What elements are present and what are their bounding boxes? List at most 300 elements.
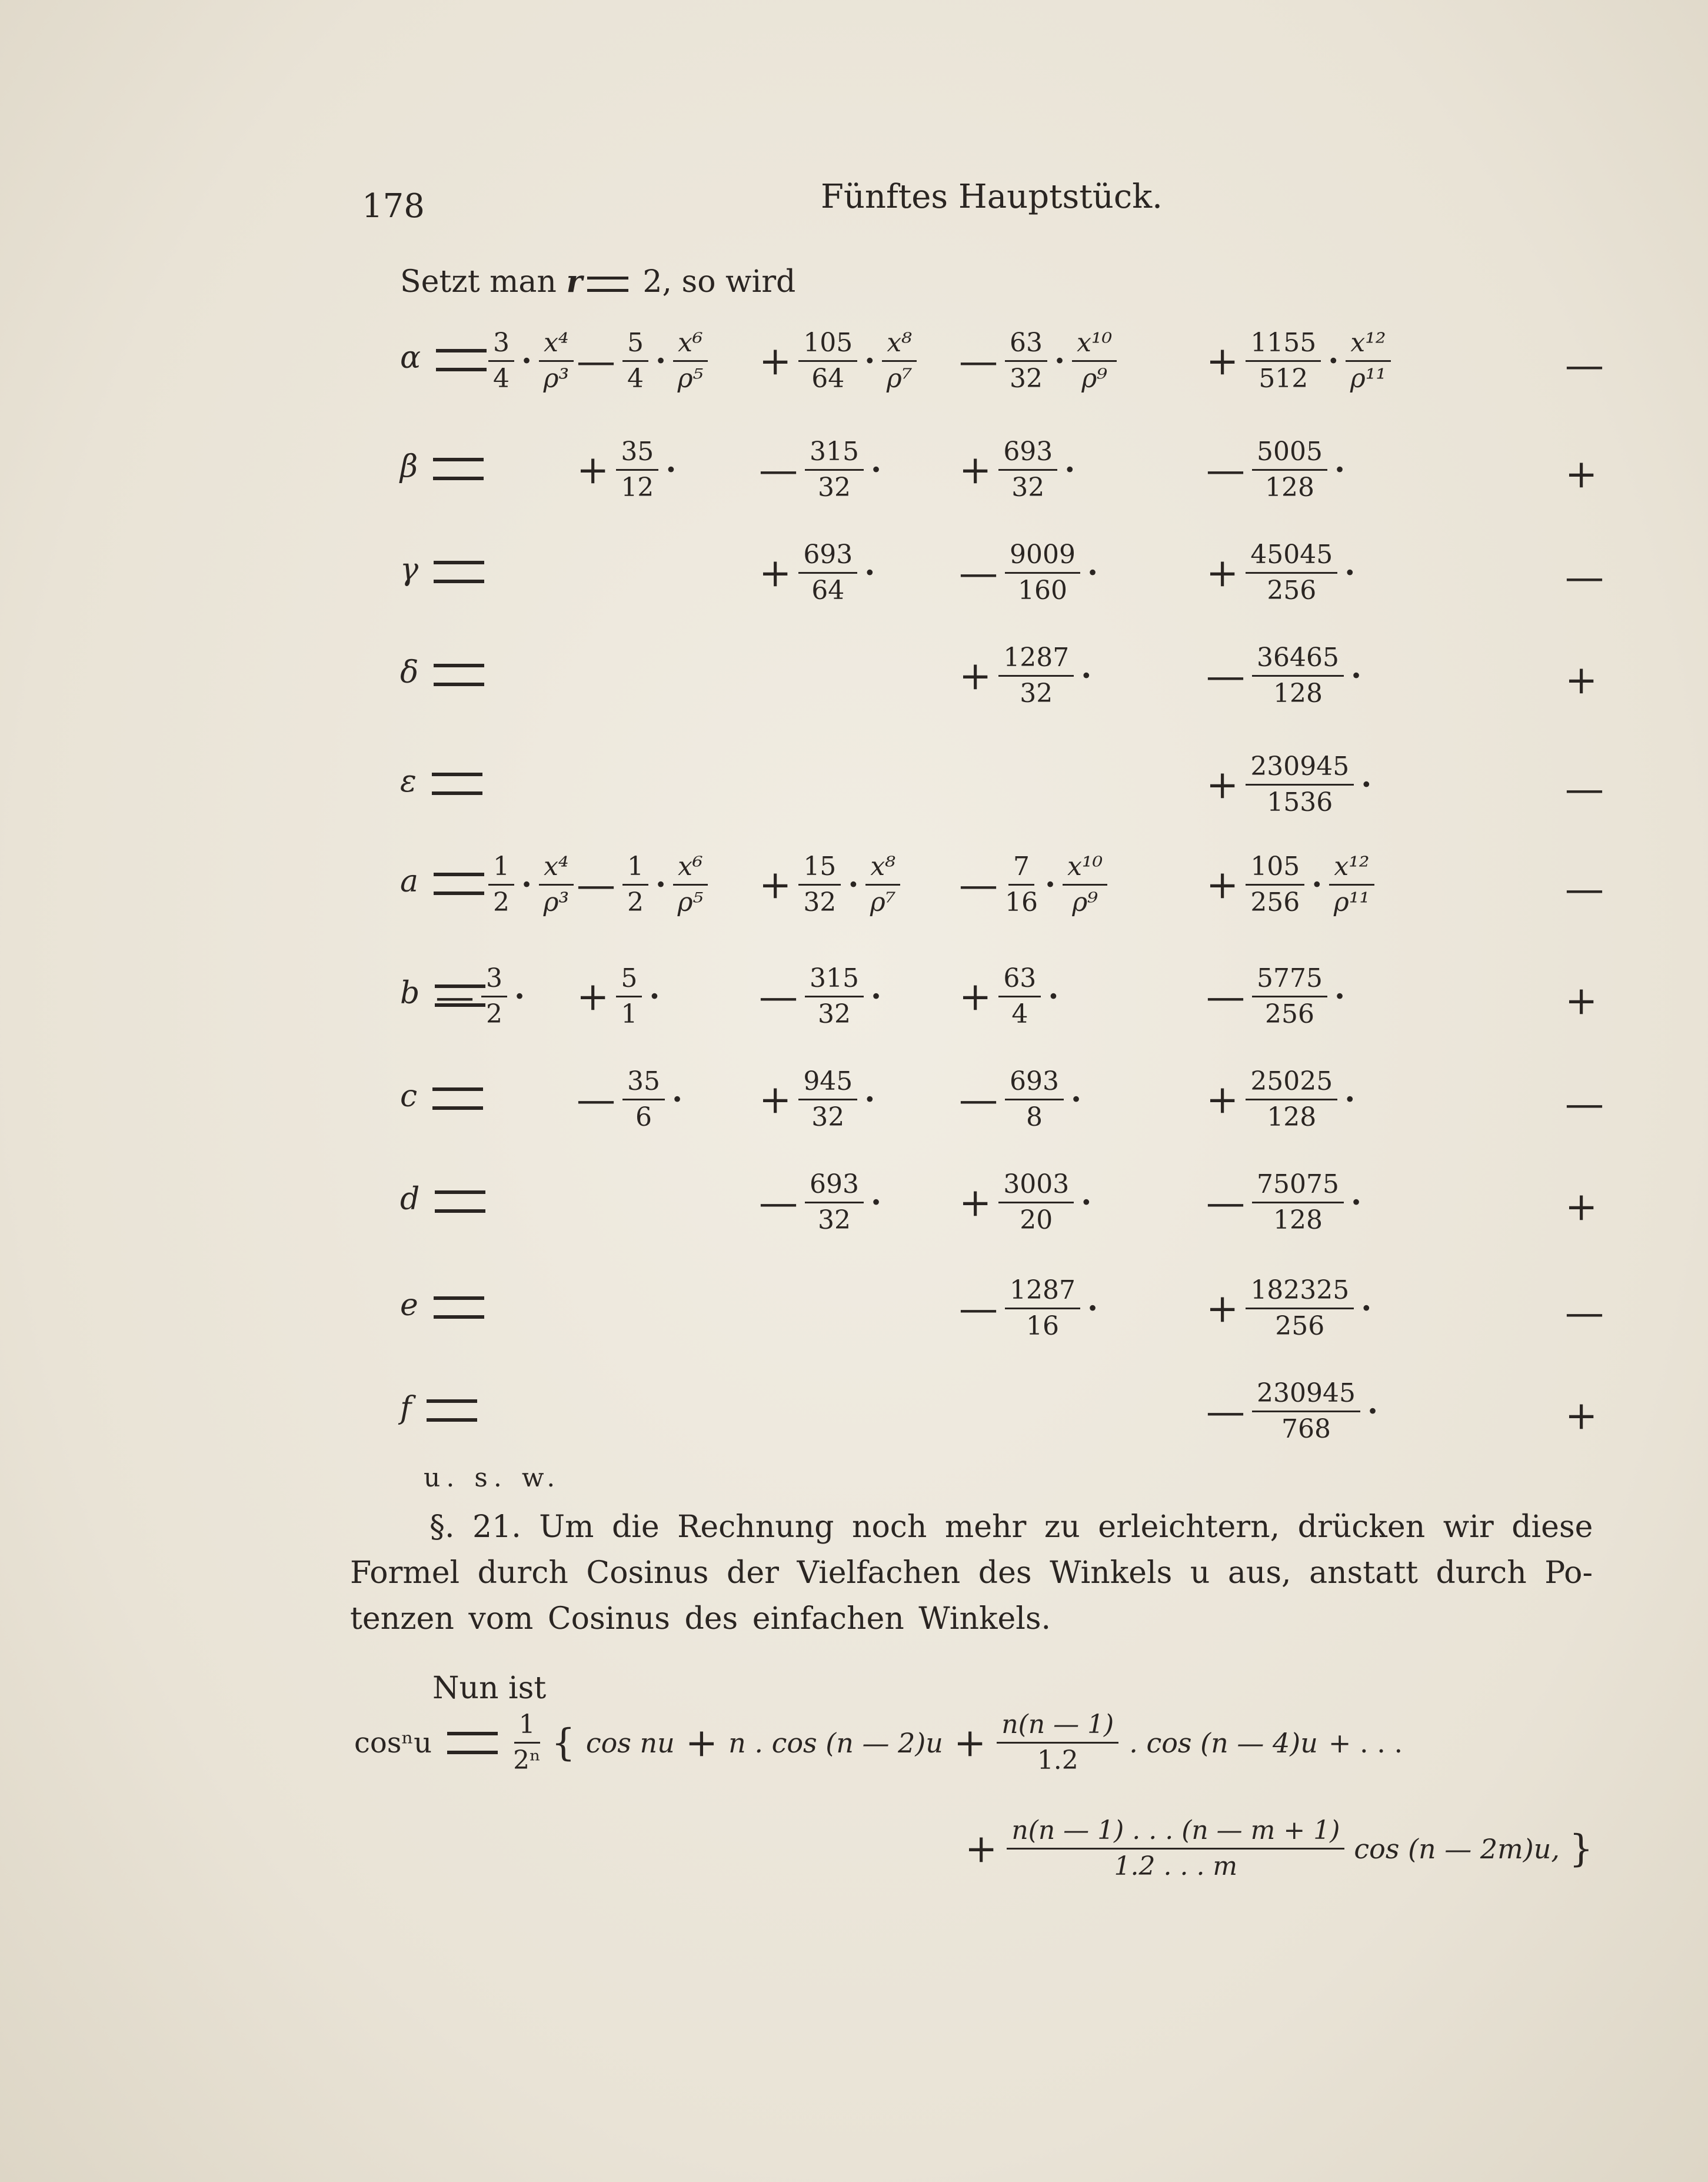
cos-formula-line-1 <box>354 1711 1403 1774</box>
multiply-dot: · <box>1344 1082 1356 1118</box>
numerator: 1 <box>622 853 648 886</box>
formula-general-cos: cos (n — 2m)u, <box>1354 1832 1560 1865</box>
denominator: 32 <box>817 473 851 503</box>
power-fraction <box>673 330 707 393</box>
equation-term <box>435 965 525 1028</box>
numerator: 63 <box>998 965 1041 997</box>
equation-variable: δ <box>400 655 419 690</box>
minus-sign: — <box>577 862 615 907</box>
plus-sign: + <box>1206 550 1239 596</box>
equals-sign <box>434 664 484 686</box>
power-denominator: ρ⁷ <box>886 364 913 394</box>
coefficient-fraction <box>798 330 857 393</box>
coefficient-fraction <box>1246 753 1354 816</box>
intro-suffix: 2, so wird <box>632 264 796 300</box>
equation-lhs <box>400 552 484 587</box>
coefficient-fraction <box>1246 330 1321 393</box>
plus-sign: + <box>759 1076 792 1122</box>
formula-term-3-fraction: $\frac{n(n — 1)}{1.2}$ <box>997 1711 1118 1774</box>
coefficient-fraction <box>998 438 1057 501</box>
coefficient-fraction <box>998 965 1041 1028</box>
multiply-dot: · <box>1350 658 1362 694</box>
denominator: 32 <box>1020 678 1053 709</box>
equation-variable: α <box>400 340 421 375</box>
intro-prefix: Setzt man <box>400 264 567 300</box>
equation-variable: b <box>400 976 420 1011</box>
trailing-minus: — <box>1565 342 1604 388</box>
coefficient-fraction <box>798 541 857 604</box>
multiply-dot: · <box>672 1082 683 1118</box>
minus-sign: — <box>959 1076 998 1122</box>
minus-sign: — <box>577 1076 615 1122</box>
numerator: 1155 <box>1246 330 1321 362</box>
denominator: 32 <box>1011 473 1045 503</box>
denominator: 128 <box>1273 678 1323 709</box>
power-fraction <box>1329 853 1374 916</box>
numerator: 693 <box>798 541 857 574</box>
numerator: 182325 <box>1246 1277 1354 1309</box>
trailing-minus: — <box>1565 1290 1604 1335</box>
power-fraction <box>882 330 916 393</box>
trailing-minus: — <box>1565 766 1604 811</box>
equals-sign <box>434 873 484 895</box>
coefficient-fraction <box>616 438 658 501</box>
denominator: 2 <box>627 887 644 918</box>
plus-sign: + <box>1206 1076 1239 1122</box>
coefficient-fraction <box>616 965 642 1028</box>
coefficient-fraction <box>805 965 864 1028</box>
plus-sign: + <box>1206 338 1239 384</box>
denominator: 128 <box>1265 473 1314 503</box>
minus-sign: — <box>759 447 798 493</box>
equation-term <box>959 438 1075 501</box>
trailing-minus: — <box>1565 554 1604 600</box>
equation-variable: d <box>400 1182 420 1217</box>
plus-sign: + <box>759 550 792 596</box>
equation-term <box>577 965 660 1028</box>
equation-term <box>577 330 708 393</box>
equation-term <box>577 853 708 916</box>
denominator: 4 <box>1011 999 1028 1030</box>
denominator: 128 <box>1273 1205 1323 1236</box>
power-fraction <box>1346 330 1390 393</box>
plus-sign: + <box>965 1825 998 1871</box>
numerator: 693 <box>805 1171 864 1203</box>
plus-sign: + <box>959 973 992 1019</box>
power-numerator: x⁸ <box>865 853 900 886</box>
multiply-dot: · <box>1064 452 1076 488</box>
multiply-dot: · <box>1344 555 1356 591</box>
denominator: 20 <box>1020 1205 1053 1236</box>
minus-sign: — <box>1206 1179 1245 1225</box>
trailing-plus: + <box>1565 451 1598 497</box>
plus-sign: + <box>959 653 992 698</box>
equals-sign <box>432 1087 483 1110</box>
coefficient-fraction <box>1246 853 1304 916</box>
multiply-dot: · <box>864 555 875 591</box>
equation-lhs <box>400 1079 483 1114</box>
numerator: 230945 <box>1246 753 1354 786</box>
numerator: 5775 <box>1252 965 1327 997</box>
equation-term <box>1206 330 1391 393</box>
formula-term-1: cos nu <box>585 1727 675 1759</box>
coefficient-fraction <box>488 330 514 393</box>
denominator: 256 <box>1250 887 1300 918</box>
coefficient-fraction <box>1246 1068 1337 1131</box>
equation-term <box>959 1068 1081 1131</box>
power-numerator: x⁶ <box>673 853 707 886</box>
coefficient-fraction <box>1005 1068 1064 1131</box>
denominator: 4 <box>493 364 510 394</box>
power-fraction <box>1063 853 1107 916</box>
coefficient-fraction <box>1252 1380 1360 1443</box>
para-line-4: Nun ist <box>432 1671 547 1706</box>
formula-tail: + . . . <box>1328 1727 1403 1759</box>
power-denominator: ρ¹¹ <box>1350 364 1387 394</box>
numerator: 63 <box>1005 330 1047 362</box>
trailing-minus: — <box>1565 1081 1604 1126</box>
denominator: 2 <box>493 887 510 918</box>
minus-sign: — <box>959 550 998 596</box>
numerator: 15 <box>798 853 841 886</box>
coefficient-fraction <box>1252 644 1344 707</box>
minus-sign: — <box>577 338 615 384</box>
plus-sign: + <box>759 338 792 384</box>
power-numerator: x¹² <box>1346 330 1390 362</box>
cos-formula-line-2 <box>965 1817 1593 1880</box>
denominator: 256 <box>1265 999 1314 1030</box>
equation-lhs <box>400 449 484 484</box>
denominator: 1 <box>621 999 638 1030</box>
denominator: 2 <box>486 999 502 1030</box>
denominator: 6 <box>635 1102 652 1133</box>
denominator: 32 <box>811 1102 845 1133</box>
equation-variable: ε <box>400 764 417 799</box>
equation-variable: e <box>400 1288 418 1323</box>
numerator: 5 <box>616 965 642 997</box>
power-denominator: ρ¹¹ <box>1333 887 1370 918</box>
multiply-dot: · <box>521 343 532 380</box>
coefficient-fraction <box>481 965 507 1028</box>
denominator: 256 <box>1275 1311 1325 1342</box>
plus-sign: + <box>577 973 610 1019</box>
numerator: 5 <box>622 330 648 362</box>
multiply-dot: · <box>1070 1082 1082 1118</box>
multiply-dot: · <box>514 979 525 1015</box>
equation-variable: γ <box>400 552 419 587</box>
equals-sign <box>427 1399 477 1422</box>
equation-term <box>1206 644 1361 707</box>
formula-term-2: n . cos (n — 2)u <box>728 1727 943 1759</box>
brace-open: { <box>551 1721 575 1765</box>
formula-coefficient: $\frac{1}{\text{2ⁿ}}$ <box>513 1709 541 1776</box>
denominator: 8 <box>1026 1102 1043 1133</box>
equals-sign <box>434 561 484 583</box>
equation-term <box>759 541 875 604</box>
power-denominator: ρ⁹ <box>1072 887 1098 918</box>
plus-sign: + <box>759 862 792 907</box>
numerator: 9009 <box>1005 541 1080 574</box>
multiply-dot: · <box>1328 343 1339 380</box>
multiply-dot: · <box>848 867 859 903</box>
multiply-dot: · <box>1367 1393 1379 1430</box>
intro-line <box>400 264 795 300</box>
minus-sign: — <box>1206 653 1245 698</box>
equation-term <box>959 1171 1091 1234</box>
equation-term <box>959 330 1117 393</box>
equation-term <box>1206 1277 1371 1340</box>
page-number: 178 <box>362 187 425 225</box>
multiply-dot: · <box>870 979 882 1015</box>
equation-term <box>1206 1380 1378 1443</box>
equation-term <box>959 965 1058 1028</box>
equation-term <box>959 853 1107 916</box>
denominator: 64 <box>811 364 845 394</box>
numerator: 945 <box>798 1068 857 1100</box>
numerator: 315 <box>805 965 864 997</box>
denominator: 160 <box>1018 576 1067 606</box>
equation-term <box>759 330 917 393</box>
plus-sign: + <box>685 1719 718 1765</box>
multiply-dot: · <box>1311 867 1323 903</box>
equation-variable: f <box>400 1391 412 1426</box>
multiply-dot: · <box>1081 1185 1092 1221</box>
usw-abbrev: u. s. w. <box>424 1463 561 1493</box>
trailing-minus: — <box>1565 866 1604 912</box>
numerator: 315 <box>805 438 864 471</box>
equation-variable: c <box>400 1079 418 1114</box>
power-fraction <box>539 853 573 916</box>
denominator: 768 <box>1281 1414 1331 1445</box>
denominator: 32 <box>817 999 851 1030</box>
coefficient-fraction <box>1246 1277 1354 1340</box>
numerator: 35 <box>616 438 658 471</box>
power-numerator: x⁶ <box>673 330 707 362</box>
equation-term <box>1206 965 1345 1028</box>
formula-general-fraction: $\frac{n(n — 1) . . . (n — m + 1)}{1.2 . . . m}$ <box>1007 1817 1344 1880</box>
power-fraction <box>1072 330 1117 393</box>
equation-lhs <box>400 340 487 375</box>
equation-term <box>959 1277 1098 1340</box>
multiply-dot: · <box>1045 867 1056 903</box>
numerator: 25025 <box>1246 1068 1337 1100</box>
minus-sign: — <box>959 862 998 907</box>
equation-term <box>1206 438 1345 501</box>
equation-lhs <box>400 655 484 690</box>
numerator: 693 <box>998 438 1057 471</box>
denominator: 32 <box>817 1205 851 1236</box>
para-line-2: Formel durch Cosinus der Vielfachen des Winkels u aus, anstatt durch Po- <box>350 1555 1593 1591</box>
numerator: 105 <box>1246 853 1304 886</box>
coefficient-fraction <box>1005 541 1080 604</box>
equation-term <box>1206 753 1371 816</box>
equation-term <box>488 330 574 393</box>
multiply-dot: · <box>870 1185 882 1221</box>
coefficient-fraction <box>622 1068 665 1131</box>
power-denominator: ρ⁵ <box>677 364 704 394</box>
coefficient-fraction <box>798 853 841 916</box>
equation-lhs <box>400 864 484 899</box>
coefficient-fraction <box>1252 965 1327 1028</box>
coefficient-fraction <box>1005 853 1038 916</box>
equals-sign <box>447 1732 498 1754</box>
equation-term <box>759 853 900 916</box>
numerator: 3003 <box>998 1171 1074 1203</box>
multiply-dot: · <box>864 1082 875 1118</box>
plus-sign: + <box>577 447 610 493</box>
plus-sign: + <box>959 447 992 493</box>
minus-sign: — <box>1206 447 1245 493</box>
numerator: 1 <box>488 853 514 886</box>
equation-term <box>759 438 881 501</box>
power-numerator: x¹⁰ <box>1072 330 1117 362</box>
equation-term <box>759 1171 881 1234</box>
equation-term <box>959 541 1098 604</box>
denominator: 64 <box>811 576 845 606</box>
trailing-plus: + <box>1565 1393 1598 1438</box>
coefficient-fraction <box>1252 438 1327 501</box>
plus-sign: + <box>1206 761 1239 807</box>
coefficient-fraction <box>1005 1277 1080 1340</box>
equation-term <box>1206 541 1355 604</box>
power-numerator: x⁸ <box>882 330 916 362</box>
coefficient-fraction <box>998 644 1074 707</box>
power-denominator: ρ⁵ <box>677 887 704 918</box>
equation-term <box>959 644 1091 707</box>
equation-term <box>1206 1068 1355 1131</box>
multiply-dot: · <box>870 452 882 488</box>
formula-term-3: . cos (n — 4)u <box>1129 1727 1318 1759</box>
coefficient-fraction <box>805 1171 864 1234</box>
power-numerator: x⁴ <box>539 330 573 362</box>
plus-sign: + <box>1206 862 1239 907</box>
trailing-plus: + <box>1565 978 1598 1023</box>
equation-term <box>1206 853 1374 916</box>
coefficient-fraction <box>998 1171 1074 1234</box>
multiply-dot: · <box>1087 555 1098 591</box>
multiply-dot: · <box>655 867 667 903</box>
denominator: 16 <box>1026 1311 1059 1342</box>
equation-lhs <box>400 1391 477 1426</box>
power-denominator: ρ³ <box>543 887 570 918</box>
power-fraction <box>673 853 707 916</box>
multiply-dot: · <box>1334 452 1346 488</box>
denominator: 12 <box>621 473 654 503</box>
numerator: 693 <box>1005 1068 1064 1100</box>
multiply-dot: · <box>1334 979 1346 1015</box>
denominator: 256 <box>1267 576 1317 606</box>
equation-lhs <box>400 1288 484 1323</box>
numerator: 3 <box>481 965 507 997</box>
plus-sign: + <box>953 1719 987 1765</box>
equation-term <box>577 438 676 501</box>
minus-sign: — <box>759 973 798 1019</box>
power-denominator: ρ⁷ <box>870 887 896 918</box>
multiply-dot: · <box>1048 979 1059 1015</box>
numerator: 230945 <box>1252 1380 1360 1412</box>
power-numerator: x⁴ <box>539 853 573 886</box>
equals-sign <box>433 458 484 480</box>
equals-sign <box>434 1296 484 1319</box>
equation-term <box>759 965 881 1028</box>
multiply-dot: · <box>864 343 875 380</box>
equals-sign <box>436 349 487 371</box>
coefficient-fraction <box>488 853 514 916</box>
equation-variable: a <box>400 864 419 899</box>
equation-term <box>1206 1171 1361 1234</box>
numerator: 35 <box>622 1068 665 1100</box>
coefficient-fraction <box>798 1068 857 1131</box>
denominator: 1536 <box>1267 787 1333 818</box>
equation-lhs <box>400 764 482 799</box>
multiply-dot: · <box>1350 1185 1362 1221</box>
denominator: 16 <box>1005 887 1038 918</box>
minus-sign: — <box>959 1285 998 1331</box>
numerator: 1287 <box>998 644 1074 677</box>
minus-sign: — <box>759 1179 798 1225</box>
coefficient-fraction <box>1246 541 1337 604</box>
multiply-dot: · <box>1081 658 1092 694</box>
numerator: 3 <box>488 330 514 362</box>
equation-variable: β <box>400 449 418 484</box>
power-fraction <box>865 853 900 916</box>
denominator: 32 <box>1010 364 1043 394</box>
numerator: 45045 <box>1246 541 1337 574</box>
trailing-plus: + <box>1565 657 1598 703</box>
plus-sign: + <box>1206 1285 1239 1331</box>
multiply-dot: · <box>665 452 677 488</box>
multiply-dot: · <box>1087 1290 1098 1327</box>
coefficient-fraction <box>1252 1171 1344 1234</box>
running-title: Fünftes Hauptstück. <box>821 178 1163 216</box>
minus-sign: — <box>1206 1388 1245 1434</box>
coefficient-fraction <box>805 438 864 501</box>
multiply-dot: · <box>1054 343 1066 380</box>
multiply-dot: · <box>1361 1290 1372 1327</box>
multiply-dot: · <box>655 343 667 380</box>
minus-sign: — <box>435 973 474 1019</box>
equals-sign <box>435 1190 485 1213</box>
denominator: 512 <box>1258 364 1309 394</box>
numerator: 105 <box>798 330 857 362</box>
numerator: 7 <box>1008 853 1034 886</box>
power-fraction <box>539 330 573 393</box>
equation-term <box>759 1068 875 1131</box>
plus-sign: + <box>959 1179 992 1225</box>
numerator: 75075 <box>1252 1171 1344 1203</box>
multiply-dot: · <box>521 867 532 903</box>
power-numerator: x¹⁰ <box>1063 853 1107 886</box>
trailing-plus: + <box>1565 1184 1598 1229</box>
minus-sign: — <box>1206 973 1245 1019</box>
equation-term <box>488 853 574 916</box>
multiply-dot: · <box>649 979 660 1015</box>
equals-sign <box>587 277 628 292</box>
power-denominator: ρ⁹ <box>1081 364 1107 394</box>
intro-var: r <box>566 264 582 300</box>
equation-lhs <box>400 1182 485 1217</box>
denominator: 32 <box>803 887 837 918</box>
minus-sign: — <box>959 338 998 384</box>
coefficient-fraction <box>1005 330 1047 393</box>
para-line-3: tenzen vom Cosinus des einfachen Winkels. <box>350 1601 1051 1636</box>
power-numerator: x¹² <box>1329 853 1374 886</box>
denominator: 4 <box>627 364 644 394</box>
para-line-1: §. 21. Um die Rechnung noch mehr zu erleichtern, drücken wir diese <box>430 1509 1593 1545</box>
equals-sign <box>432 773 482 795</box>
coefficient-fraction <box>622 853 648 916</box>
equation-term <box>577 1068 682 1131</box>
